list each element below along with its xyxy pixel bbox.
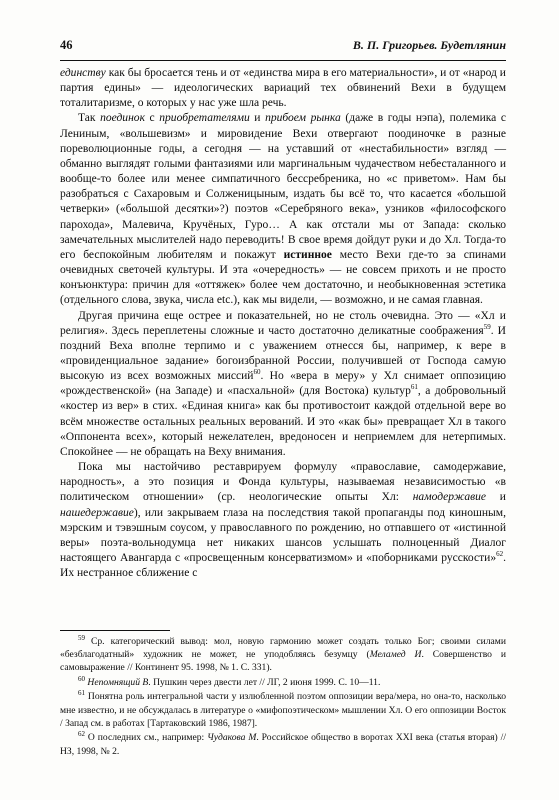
page-number: 46 <box>60 38 73 52</box>
footnote-separator <box>60 630 170 631</box>
paragraph: Пока мы настойчиво реставрируем формулу «православие, самодержавие, народность», а это позиция и Фонда культуры, называемая независимостью «в политическом отношении» (ср. неологические опыты Хл: намодержавие и нашедержавие), или закрываем глаза на последствия такой пропаганды под киношным, мэрским и тэвэшным соусом, у православного по рождению, но отпавшего от «истинной веры» поэта-вольнодумца нет никаких шансов услышать полноценный Диалог настоящего Авангарда с «просвещенным консерватизмом» и «поборниками русскости»$^{62}$. Их нестранное сближение с <box>60 461 506 580</box>
footnote-59: $^{59}$ Ср. категорический вывод: мол, новую гармонию может создать только Бог; своими силами «безблагодатный» художник не может, не уподобляясь безумцу (Меламед И. Совершенство и самовыражение // Континент 95. 1998, № 1. С. 331). <box>60 633 506 674</box>
paragraph: единству как бы бросается тень и от «единства мира в его материальности», и от «народ и партия едины» — идеологических вариаций тех обвинений Вехи в будущем тоталитаризме, о которых у нас уже шла речь. <box>60 67 506 110</box>
main-text <box>60 66 506 581</box>
footnote-61: $^{61}$ Понятна роль интегральной части у излюбленной поэтом оппозиции вера/мера, но она-то, насколько мне известно, и не обсуждалась в литературе о «мифопоэтическом» мышлении Хл. О его оппозиции Восток / Запад см. в работах [Тартаковский 1986, 1987]. <box>60 689 506 729</box>
paragraph: Так поединок с приобретателями и прибоем рынка (даже в годы нэпа), полемика с Лениным, «вольшевизм» и мировидение Вехи отвергают поодиночке в разные пореволюционные годы, а сегодня — на уставший от «нестабильности» взгляд — обманно выглядят голыми фантазиями или маргинальным чудачеством небесталанного и вообще-то более или менее симпатичного бессребреника, но «с приветом». Нам бы разобраться с Сахаровым и Солженицыным, издать бы всё то, что касается «большой четверки» («большой десятки»?) поэтов «Серебряного века», узников «философского парохода», Малевича, Кручёных, Гуро… А как отстали мы от Запада: сколько замечательных мыслителей надо переводить! В свое время дойдут руки и до Хл. Тогда-то его беспокойным любителям и покажут истинное место Вехи где-то за спинами очевидных светочей культуры. И эта «очередность» — не совсем прихоть и не просто конъюнктура: причин для «оттяжек» более чем достаточно, и необыкновенная эстетика (отдельного слова, звука, числа etc.), как мы видели, — возможно, и не самая главная. <box>60 112 507 307</box>
footnote-60: $^{60}$ Непомнящий В. Пушкин через двести лет // ЛГ, 2 июня 1999. С. 10—11. <box>78 674 381 688</box>
paragraph: Другая причина еще острее и показательней, но не столь очевидна. Это — «Хл и религия». Здесь переплетены сложные и часто достаточно деликатные соображения$^{59}$. И поздний Веха вполне терпимо и с уважением отнесся бы, например, к вере в «провиденциальное задание» богоизбранной России, получившей от Господа самую высокую из всех возможных миссий$^{60}$. Но «вера в меру» у Хл снимает оппозицию «рождественской» (на Западе) и «пасхальной» (для Востока) культур$^{61}$, а добровольный «костер из вер» в стих. «Единая книга» как бы противостоит каждой отдельной вере во всём множестве остальных реальных верований. И это «как бы» превращает Хл в такого «Оппонента всех», который нежелателен, вредоносен и неприемлем для нетерпимых. Спокойнее — не обращать на Веху внимания. <box>60 309 506 458</box>
header-rule <box>60 60 506 61</box>
running-head: В. П. Григорьев. Будетлянин <box>352 38 506 52</box>
page-header <box>60 38 506 56</box>
footnotes <box>60 635 506 759</box>
footnote-62: $^{62}$ О последних см., например: Чудакова М. Российское общество в воротах XXI века (статья вторая) // НЗ, 1998, № 2. <box>60 730 506 757</box>
